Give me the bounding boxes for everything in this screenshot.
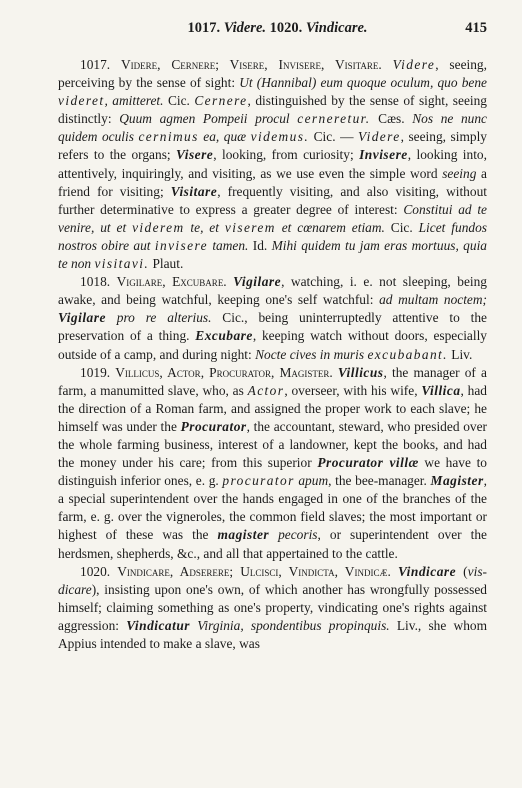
entry-text: , a special superintendent over the hands engaged in one of the branches of the farm, e. g. over the vigneroles, the common field slaves; the most important or highest of these was the xyxy=(58,473,488,543)
entry-text: magister xyxy=(217,527,270,543)
entry-text: vis-dicare xyxy=(58,563,487,597)
running-header xyxy=(58,20,487,42)
entry-text: cerneretur. xyxy=(297,111,371,127)
entry-text: , frequently visiting, and also visiting, without further determinative to express a greater degree of interest: xyxy=(58,183,487,217)
entry-text: Mihi quidem tu jam eras mortuus, quia te non xyxy=(58,237,487,272)
entry-text: , watching, i. e. not sleeping, being awake, and being watchful, keeping one's self watchful: xyxy=(58,274,487,308)
entry-text: Actor xyxy=(247,382,285,398)
entry-text: seeing xyxy=(442,165,477,181)
entry-heading: Vindicare, Adserere; Ulcisci, Vindicta, Vindicæ. xyxy=(117,563,391,579)
entry-text: Vigilare xyxy=(58,310,106,326)
entry-text: Procurator xyxy=(180,418,247,434)
entry-text: , had the direction of a Roman farm, and assigned the proper work to each slave; he himself was under the xyxy=(58,382,488,434)
entry-text: et cœnarem etiam. xyxy=(275,219,385,235)
entry-text: videret xyxy=(58,93,105,109)
entry-text: viderem xyxy=(132,219,185,235)
entry-text: we have to distinguish inferior ones, e. g. xyxy=(58,455,487,489)
entry-text: Magister xyxy=(430,473,484,489)
entry-text: Cæs. xyxy=(370,111,413,127)
entry-text: Videre xyxy=(357,129,401,145)
entry-text: , the accountant, steward, who presided over the whole farming business, interest of a landowner, kept the books, and had the money under his care; from this superior xyxy=(58,418,487,471)
header-entry-number-first: 1017. xyxy=(187,20,221,36)
entry-text: 1019. xyxy=(80,364,116,380)
entry-text: invisere xyxy=(154,237,208,253)
entry-text: Cic. xyxy=(163,93,195,109)
entry-text: visitavi. xyxy=(94,256,150,272)
entry-text: Ut (Hannibal) eum quoque oculum, quo bene xyxy=(239,75,487,91)
entry-text: Quum agmen Pompeii procul xyxy=(119,111,290,127)
entry-text: Constitui ad te venire, ut et xyxy=(58,201,487,235)
entry-text: , overseer, with his wife, xyxy=(284,382,422,398)
entry-text: ea, quæ xyxy=(198,129,247,145)
running-title xyxy=(58,20,487,37)
entry-text: Cic., being uninterruptedly attentive to the preservation of a thing. xyxy=(58,310,487,344)
header-entry-word-first: Videre. xyxy=(223,20,267,36)
entry-text: , keeping watch without doors, especially outside of a camp, and during night: xyxy=(58,328,487,362)
entry-text: Cernere xyxy=(194,93,248,109)
entry-text: Cic. — xyxy=(309,129,358,145)
entry-text: Nocte cives in muris xyxy=(255,346,365,362)
entry-1017 xyxy=(58,56,487,273)
entry-text: Vindicatur xyxy=(126,617,190,633)
entry-text: , or superintendent over the herdsmen, shepherds, &c., and all that appertained to the cattle. xyxy=(58,527,487,561)
entry-text: Id. xyxy=(248,237,272,253)
entry-text: Liv. xyxy=(447,346,473,362)
entry-text: Visitare xyxy=(170,183,218,199)
entry-text: viserem xyxy=(224,219,276,235)
entry-text: 1018. xyxy=(80,274,117,290)
entry-text: Vindicare xyxy=(397,563,457,579)
entry-text xyxy=(391,564,398,579)
entry-text: Excubare xyxy=(195,328,253,344)
entry-text: cernimus xyxy=(138,129,199,145)
page-number: 415 xyxy=(465,20,487,36)
entry-text: excubabant. xyxy=(367,346,448,362)
entry-text: , distinguished by the sense of sight, seeing distinctly: xyxy=(58,93,487,127)
entry-text: Liv., she whom Appius intended to make a slave, was xyxy=(58,617,487,651)
entry-text: ad multam noctem; xyxy=(379,292,487,308)
entry-text xyxy=(382,57,393,72)
entry-text: te, et xyxy=(184,219,219,235)
entry-text: videmus. xyxy=(250,129,310,145)
entry-text: , the bee-manager. xyxy=(328,473,431,489)
entry-text: Cic. xyxy=(384,219,419,235)
entry-text: Invisere xyxy=(359,147,408,163)
entry-text: Procurator villæ xyxy=(317,455,419,471)
entry-text: , amitteret. xyxy=(104,93,164,109)
entry-text: Videre xyxy=(392,57,436,72)
entry-heading: Villicus, Actor, Procurator, Magister. xyxy=(115,364,333,380)
entry-text: Villica xyxy=(421,382,461,398)
entry-text: , looking, from curiosity; xyxy=(213,147,360,163)
entry-text: procurator xyxy=(222,473,295,489)
entry-1018 xyxy=(58,273,487,363)
entry-text: , seeing, perceiving by the sense of sight: xyxy=(58,57,487,91)
entry-text: Nos ne nunc quidem oculis xyxy=(58,111,487,145)
header-entry-number-last: 1020. xyxy=(269,20,303,36)
entry-text: pro re alterius. xyxy=(105,310,212,326)
entry-text: Villicus xyxy=(337,364,384,380)
entry-text: Visere xyxy=(176,147,214,163)
entry-text: ( xyxy=(456,563,468,579)
entry-text: 1020. xyxy=(80,563,118,579)
entry-text: , seeing, simply refers to the organs; xyxy=(58,129,487,163)
entry-text: Licet fundos nostros obire aut xyxy=(58,219,487,253)
entry-text: Vigilare xyxy=(233,274,282,290)
entry-heading: Vigilare, Excubare. xyxy=(116,274,227,290)
body-text xyxy=(58,56,487,653)
entry-text: tamen. xyxy=(207,237,249,253)
entry-text: pecoris xyxy=(269,527,318,543)
entry-text: 1017. xyxy=(80,57,121,72)
entry-text: , the manager of a farm, a manumitted slave, who, as xyxy=(58,364,487,398)
entry-heading: Videre, Cernere; Visere, Invisere, Visitare. xyxy=(121,57,382,72)
entry-text: , looking into, attentively, inquiringly, and visiting, as we use even the simple word xyxy=(58,147,487,181)
entry-1019 xyxy=(58,364,487,563)
entry-text: apum xyxy=(294,473,329,489)
entry-text: Plaut. xyxy=(149,256,184,272)
entry-1020 xyxy=(58,563,487,653)
book-page xyxy=(0,20,522,788)
entry-text: Virginia, spondentibus propinquis. xyxy=(190,617,390,633)
entry-text: a friend for visiting; xyxy=(58,165,487,199)
entry-text: ), insisting upon one's own, of which another has wrongfully possessed himself; claiming something as one's property, vindicating one's rights against aggression: xyxy=(58,581,487,633)
header-entry-word-last: Vindicare. xyxy=(305,20,368,36)
